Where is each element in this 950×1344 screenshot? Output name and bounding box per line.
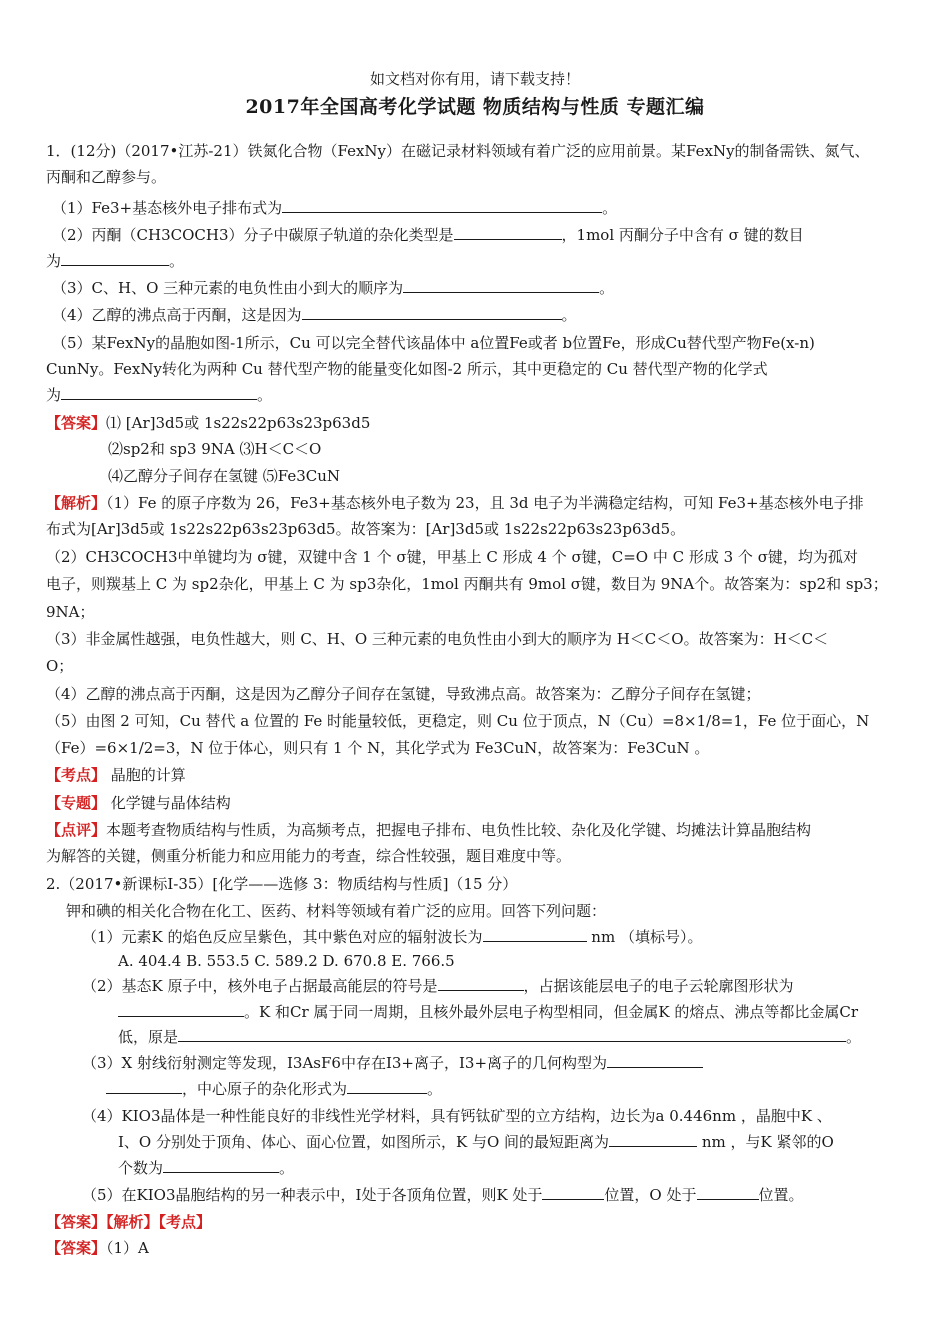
answer-blank [607, 1052, 703, 1068]
q2-tags-row: 【答案】【解析】【考点】 [46, 1213, 212, 1231]
q1-dianping-row2: 为解答的关键，侧重分析能力和应用能力的考查，综合性较强，题目难度中等。 [46, 847, 572, 865]
q1-part3: （3）C、H、O 三种元素的电负性由小到大的顺序为 。 [52, 279, 615, 297]
q1-part4: （4）乙醇的沸点高于丙酮，这是因为 。 [52, 306, 577, 324]
answer-blank [697, 1184, 759, 1200]
answer-blank [61, 384, 257, 400]
q1-part5-line3: 为 。 [46, 386, 273, 404]
q2-part2-line2: 。K 和Cr 属于同一周期，且核外最外层电子构型相同，但金属K 的熔点、沸点等都比金属Cr [118, 1001, 858, 1023]
q1-analysis-row8: （4）乙醇的沸点高于丙酮，这是因为乙醇分子间存在氢键，导致沸点高。故答案为：乙醇分子间存在氢键； [46, 685, 761, 703]
answer-blank [282, 197, 602, 213]
dianping-tag: 【点评】 [46, 821, 107, 839]
answer-blank [438, 975, 524, 991]
q1-dianping-row1: 【点评】本题考查物质结构与性质，为高频考点，把握电子排布、电负性比较、杂化及化学键、均摊法计算晶胞结构 [46, 821, 812, 839]
q2-part2-line1: （2）基态K 原子中，核外电子占据最高能层的符号是 ，占据该能层电子的电子云轮廓图形状为 [82, 977, 794, 995]
q2-part4-line3: 个数为 。 [118, 1159, 295, 1177]
q1-analysis-row3: （2）CH3COCH3中单键均为 σ键，双键中含 1 个 σ键，甲基上 C 形成 4 个 σ键，C=O 中 C 形成 3 个 σ键，均为孤对 [46, 548, 858, 566]
q1-analysis-row6: （3）非金属性越强，电负性越大，则 C、H、O 三种元素的电负性由小到大的顺序为 H＜C＜O。故答案为：H＜C＜ [46, 630, 829, 648]
q1-answer-row1: 【答案】⑴ [Ar]3d5或 1s22s22p63s23p63d5 [46, 414, 371, 432]
q1-answer-row3: ⑷乙醇分子间存在氢键 ⑸Fe3CuN [108, 467, 341, 485]
q1-stem-line2: 丙酮和乙醇参与。 [46, 168, 167, 186]
kaodian-tag: 【考点】 [46, 766, 107, 784]
answer-blank [61, 250, 169, 266]
zhuanti-tag: 【专题】 [46, 794, 107, 812]
q1-analysis-row7: O； [46, 657, 74, 675]
answer-blank [163, 1157, 279, 1173]
q2-part4-line1: （4）KIO3晶体是一种性能良好的非线性光学材料，具有钙钛矿型的立方结构，边长为a 0.446nm ，晶胞中K 、 [82, 1107, 832, 1125]
answer-blank [542, 1184, 604, 1200]
q2-heading: 2.（2017•新课标Ⅰ-35）[化学——选修 3：物质结构与性质]（15 分） [46, 875, 518, 893]
answer-blank [483, 926, 587, 942]
page-title: 2017年全国高考化学试题 物质结构与性质 专题汇编 [245, 96, 705, 118]
q1-zhuanti: 【专题】 化学键与晶体结构 [46, 794, 231, 812]
answer-blank [178, 1026, 846, 1042]
q2-intro: 钾和碘的相关化合物在化工、医药、材料等领域有着广泛的应用。回答下列问题： [66, 902, 607, 920]
answer-blank [106, 1078, 182, 1094]
page-header: 如文档对你有用，请下载支持！ [369, 70, 580, 88]
q1-part5-line2: CunNy。FexNy转化为两种 Cu 替代型产物的能量变化如图-2 所示，其中更稳定的 Cu 替代型产物的化学式 [46, 360, 768, 378]
q1-analysis-row1: 【解析】（1）Fe 的原子序数为 26，Fe3+基态核外电子数为 23，且 3d 电子为半满稳定结构，可知 Fe3+基态核外电子排 [46, 494, 864, 512]
q1-analysis-row2: 布式为[Ar]3d5或 1s22s22p63s23p63d5。故答案为：[Ar]3d5或 1s22s22p63s23p63d5。 [46, 520, 686, 538]
answer-tag: 【答案】 [46, 414, 107, 432]
q2-part2-line3: 低，原是 。 [118, 1028, 862, 1046]
q1-analysis-row5: 9NA； [46, 603, 95, 621]
q1-analysis-row9: （5）由图 2 可知，Cu 替代 a 位置的 Fe 时能量较低，更稳定，则 Cu 位于顶点，N（Cu）=8×1/8=1，Fe 位于面心，N [46, 712, 870, 730]
q2-part1-options: A. 404.4 B. 553.5 C. 589.2 D. 670.8 E. 766.5 [118, 952, 455, 970]
q2-answer-row: 【答案】（1）A [46, 1239, 149, 1257]
q2-part3-line2: ，中心原子的杂化形式为 。 [106, 1078, 442, 1100]
answer-blank [609, 1131, 697, 1147]
answer-blank [403, 277, 599, 293]
q1-analysis-row10: （Fe）=6×1/2=3，N 位于体心，则只有 1 个 N，其化学式为 Fe3CuN，故答案为：Fe3CuN 。 [46, 739, 710, 757]
analysis-tag: 【解析】 [46, 494, 107, 512]
answer-blank [302, 304, 562, 320]
q2-part1: （1）元素K 的焰色反应呈紫色，其中紫色对应的辐射波长为 nm （填标号）。 [82, 928, 703, 946]
answer-tag: 【答案】 [46, 1239, 107, 1257]
q2-part5: （5）在KIO3晶胞结构的另一种表示中，I处于各顶角位置，则K 处于 位置，O 处于 位置。 [82, 1186, 804, 1204]
answer-blank [454, 224, 562, 240]
q1-kaodian: 【考点】 晶胞的计算 [46, 766, 186, 784]
q2-part4-line2: I、O 分别处于顶角、体心、面心位置，如图所示，K 与O 间的最短距离为 nm ，与K 紧邻的O [118, 1133, 834, 1151]
q1-analysis-row4: 电子，则羰基上 C 为 sp2杂化，甲基上 C 为 sp3杂化，1mol 丙酮共有 9mol σ键，数目为 9NA个。故答案为：sp2和 sp3； [46, 575, 888, 593]
q2-part3-line1: （3）X 射线衍射测定等发现，I3AsF6中存在I3+离子，I3+离子的几何构型为 [82, 1052, 703, 1074]
q1-part1: （1）Fe3+基态核外电子排布式为 。 [52, 199, 618, 217]
answer-blank [118, 1001, 244, 1017]
q1-answer-row2: ⑵sp2和 sp3 9NA ⑶H＜C＜O [108, 440, 322, 458]
q1-stem-line1: 1．(12分)（2017•江苏-21）铁氮化合物（FexNy）在磁记录材料领域有着广泛的应用前景。某FexNy的制备需铁、氮气、 [46, 142, 870, 160]
q1-part5-line1: （5）某FexNy的晶胞如图-1所示，Cu 可以完全替代该晶体中 a位置Fe或者 b位置Fe，形成Cu替代型产物Fe(x-n) [52, 334, 815, 352]
q1-part2: （2）丙酮（CH3COCH3）分子中碳原子轨道的杂化类型是 ，1mol 丙酮分子中含有 σ 键的数目 [52, 226, 804, 244]
q1-part2-cont: 为 。 [46, 252, 185, 270]
answer-blank [347, 1078, 427, 1094]
